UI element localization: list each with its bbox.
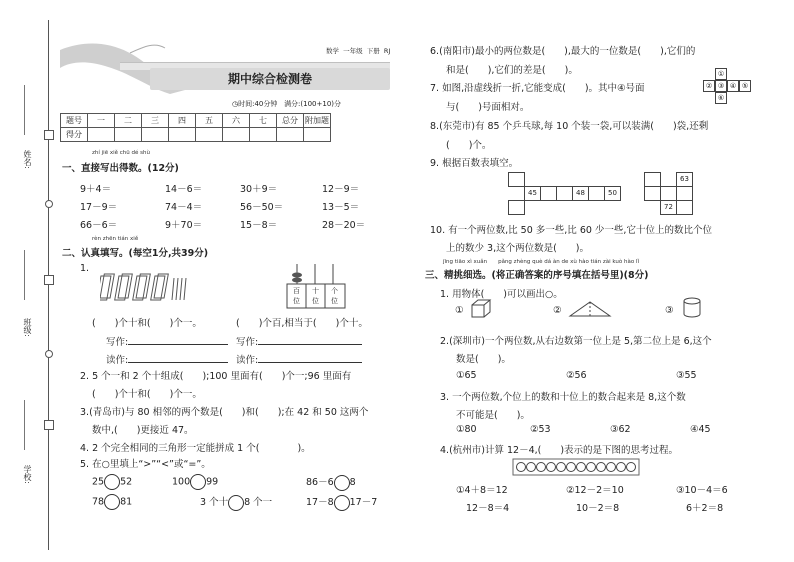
arithmetic-problem: 13－5＝ <box>322 202 360 213</box>
binding-hole <box>45 200 53 208</box>
compare-circle[interactable] <box>104 494 120 510</box>
score-header-cell: 一 <box>88 114 115 128</box>
grid-cell: 48 <box>572 186 589 201</box>
write-line[interactable] <box>258 344 362 345</box>
class-line[interactable] <box>24 250 25 300</box>
twelve-circles-diagram <box>512 458 640 476</box>
compare-left: 100 <box>172 476 191 488</box>
score-header-cell: 四 <box>169 114 196 128</box>
question-text: 数中,( )更接近 47。 <box>92 425 194 436</box>
score-header-cell: 二 <box>115 114 142 128</box>
subject-label: 数学 <box>326 47 339 55</box>
question-text: 3. 一个两位数,个位上的数和十位上的数合起来是 8,这个数 <box>440 392 686 403</box>
cube-face: ① <box>715 68 727 80</box>
option-step: 6＋2＝8 <box>686 503 724 514</box>
question-text: 和是( ),它们的差是( )。 <box>446 65 578 76</box>
cube-icon <box>470 299 492 319</box>
write-label: 写作: <box>106 337 129 348</box>
read-line[interactable] <box>258 362 362 363</box>
option-label: ④45 <box>690 424 711 435</box>
question-text: 10. 有一个两位数,比 50 多一些,比 60 少一些,它十位上的数比个位 <box>430 225 712 236</box>
question-text: ( )个。 <box>446 140 492 151</box>
score-cell[interactable] <box>169 128 196 142</box>
question-text: ( )个十和( )个一。 <box>92 389 202 400</box>
question-text: 4. 2 个完全相同的三角形一定能拼成 1 个( )。 <box>80 443 311 454</box>
abacus-label-ones: 个 <box>331 287 338 295</box>
compare-left: 78 <box>92 496 105 508</box>
score-cell[interactable] <box>142 128 169 142</box>
score-header-cell: 总分 <box>277 114 304 128</box>
compare-item <box>92 474 132 490</box>
score-table-score-row <box>61 128 331 142</box>
clock-icon: ◷ <box>232 100 239 108</box>
question-text: 4.(杭州市)计算 12－4,( )表示的是下图的思考过程。 <box>440 445 679 456</box>
section1-pinyin: zhí jiē xiě chū dé shù <box>92 150 150 156</box>
section3-title: 三、精挑细选。(将正确答案的序号填在括号里)(8分) <box>425 270 649 281</box>
binding-hole <box>45 350 53 358</box>
abacus-label-place: 位 <box>312 297 319 305</box>
question-text: 2. 5 个一和 2 个十组成( );100 里面有( )个一;96 里面有 <box>80 371 352 382</box>
question-text: 上的数少 3,这个两位数是( )。 <box>446 243 589 254</box>
cube-face: ⑥ <box>715 92 727 104</box>
score-info: 满分:(100+10)分 <box>284 100 342 108</box>
page-title: 期中综合检测卷 <box>227 72 312 86</box>
compare-circle[interactable] <box>334 475 350 491</box>
cube-face: ② <box>703 80 715 92</box>
option-label: ②12－2＝10 <box>566 485 624 496</box>
compare-item <box>172 474 218 490</box>
triangular-prism-icon <box>568 300 612 318</box>
grid-cell[interactable] <box>508 172 525 187</box>
compare-left: 17－8 <box>306 497 334 508</box>
arithmetic-problem: 66－6＝ <box>80 220 118 231</box>
binding-line <box>48 20 49 550</box>
score-header-cell: 题号 <box>61 114 88 128</box>
score-cell[interactable] <box>250 128 277 142</box>
score-cell[interactable] <box>115 128 142 142</box>
exam-meta <box>232 99 341 109</box>
grid-cell: 45 <box>524 186 541 201</box>
score-table-header-row <box>61 114 331 128</box>
arithmetic-problem: 12－9＝ <box>322 184 360 195</box>
abacus-label-tens: 十 <box>312 287 319 295</box>
question-text: 2.(深圳市)一个两位数,从右边数第一位上是 5,第二位上是 6,这个 <box>440 336 712 347</box>
score-header-cell: 附加题 <box>304 114 331 128</box>
compare-left: 25 <box>92 476 105 488</box>
score-header-cell: 六 <box>223 114 250 128</box>
question-text: 8.(东莞市)有 85 个乒乓球,每 10 个装一袋,可以装满( )袋,还剩 <box>430 121 709 132</box>
compare-right: 81 <box>120 496 133 508</box>
cube-face: ③ <box>715 80 727 92</box>
compare-right: 99 <box>206 476 219 488</box>
q1-abacus-blank: ( )个百,相当于( )个十。 <box>236 318 368 329</box>
grid-cell[interactable] <box>588 186 605 201</box>
compare-item <box>306 494 377 511</box>
read-label: 读作: <box>236 355 259 366</box>
question-text: 5. 在○里填上“>”“<”或“=”。 <box>80 459 211 470</box>
write-row <box>106 334 228 348</box>
arithmetic-problem: 17－9＝ <box>80 202 118 213</box>
section1-title: 一、直接写出得数。(12分) <box>62 163 179 174</box>
read-label: 读作: <box>106 355 129 366</box>
edition-label: RJ <box>383 47 391 55</box>
question-text: 不可能是( )。 <box>456 410 530 421</box>
score-cell[interactable] <box>223 128 250 142</box>
time-info: 时间:40分钟 <box>238 100 278 108</box>
option-label: ③55 <box>676 370 697 381</box>
compare-circle[interactable] <box>190 474 206 490</box>
grid-cell[interactable] <box>676 186 693 201</box>
compare-right: 8 <box>349 477 356 488</box>
option-label: ② <box>553 305 562 316</box>
question-text: 9. 根据百数表填空。 <box>430 158 519 169</box>
read-line[interactable] <box>128 362 228 363</box>
grid-cell: 63 <box>676 172 693 187</box>
school-line[interactable] <box>24 400 25 450</box>
question-text: 7. 如图,沿虚线折一折,它能变成( )。其中④号面 <box>430 83 645 94</box>
compare-right: 17－7 <box>349 497 378 508</box>
term-label: 下册 <box>366 47 380 55</box>
option-label: ②56 <box>566 370 587 381</box>
arithmetic-problem: 14－6＝ <box>165 184 203 195</box>
score-table <box>60 113 331 142</box>
option-label: ③62 <box>610 424 631 435</box>
compare-right: 8 个一 <box>244 497 273 508</box>
read-row <box>236 352 362 366</box>
score-cell[interactable] <box>277 128 304 142</box>
score-header-cell: 七 <box>250 114 277 128</box>
arithmetic-problem: 28－20＝ <box>322 220 366 231</box>
compare-left: 86－6 <box>306 477 334 488</box>
option-label: ③10－4＝6 <box>676 485 728 496</box>
question-text: 6.(南阳市)最小的两位数是( ),最大的一位数是( ),它们的 <box>430 46 696 57</box>
arithmetic-problem: 9＋4＝ <box>80 184 112 195</box>
option-step: 12－8＝4 <box>466 503 510 514</box>
arithmetic-problem: 30＋9＝ <box>240 184 278 195</box>
name-label: 姓名: <box>23 150 32 169</box>
option-label: ①4＋8＝12 <box>456 485 508 496</box>
write-line[interactable] <box>128 344 228 345</box>
question-text: 数是( )。 <box>456 354 511 365</box>
option-label: ①65 <box>456 370 477 381</box>
cylinder-icon <box>682 297 702 319</box>
abacus-label-hundreds: 百 <box>293 287 300 295</box>
grid-cell[interactable] <box>508 200 525 215</box>
seal-box <box>44 420 54 430</box>
cube-face: ④ <box>727 80 739 92</box>
grade-label: 一年级 <box>343 47 363 55</box>
class-label: 班级: <box>23 318 32 337</box>
abacus-label-place: 位 <box>293 297 300 305</box>
school-label: 学校: <box>23 465 32 484</box>
grid-cell: 50 <box>604 186 621 201</box>
grid-cell[interactable] <box>644 172 661 187</box>
name-line[interactable] <box>24 85 25 135</box>
option-label: ③ <box>665 305 674 316</box>
question-text: 与( )号面相对。 <box>446 102 530 113</box>
write-row <box>236 334 362 348</box>
compare-circle[interactable] <box>334 495 350 511</box>
question-text: 1. 用物体( )可以画出○。 <box>440 289 563 300</box>
score-cell[interactable] <box>196 128 223 142</box>
option-step: 10－2＝8 <box>576 503 620 514</box>
counting-sticks-image <box>100 270 190 304</box>
score-cell[interactable] <box>88 128 115 142</box>
grid-cell[interactable] <box>644 186 661 201</box>
grid-cell[interactable] <box>660 186 677 201</box>
question-text: 3.(青岛市)与 80 相邻的两个数是( )和( );在 42 和 50 这两个 <box>80 407 369 418</box>
arithmetic-problem: 56－50＝ <box>240 202 284 213</box>
score-cell[interactable] <box>304 128 331 142</box>
cube-face: ⑤ <box>739 80 751 92</box>
score-header-cell: 五 <box>196 114 223 128</box>
compare-right: 52 <box>120 476 133 488</box>
arithmetic-problem: 15－8＝ <box>240 220 278 231</box>
score-row-label: 得分 <box>61 128 88 142</box>
grid-cell: 72 <box>660 200 677 215</box>
arithmetic-problem: 9＋70＝ <box>165 220 203 231</box>
section3-pinyin: jīng tiāo xì xuǎn pǎng zhèng què dá àn de xù hào tián zài kuò hào lǐ <box>443 259 640 265</box>
seal-box <box>44 275 54 285</box>
arithmetic-problem: 74－4＝ <box>165 202 203 213</box>
abacus-label-place: 位 <box>331 297 338 305</box>
compare-circle[interactable] <box>104 474 120 490</box>
grid-cell[interactable] <box>556 186 573 201</box>
grid-cell[interactable] <box>540 186 557 201</box>
header-info <box>326 46 390 55</box>
write-label: 写作: <box>236 337 259 348</box>
binding-margin <box>0 0 62 562</box>
option-label: ① <box>455 305 464 316</box>
section2-title: 二、认真填写。(每空1分,共39分) <box>62 248 209 259</box>
option-label: ①80 <box>456 424 477 435</box>
score-header-cell: 三 <box>142 114 169 128</box>
compare-circle[interactable] <box>228 495 244 511</box>
compare-item <box>200 494 272 511</box>
compare-item <box>306 474 356 491</box>
question-number: 1. <box>80 263 90 274</box>
compare-item <box>92 494 132 510</box>
read-row <box>106 352 228 366</box>
seal-box <box>44 130 54 140</box>
q1-counting-sticks-blank: ( )个十和( )个一。 <box>92 318 202 329</box>
section2-pinyin: rèn zhēn tián xiě <box>92 236 139 242</box>
compare-left: 3 个十 <box>200 497 229 508</box>
option-label: ②53 <box>530 424 551 435</box>
grid-cell[interactable] <box>676 200 693 215</box>
